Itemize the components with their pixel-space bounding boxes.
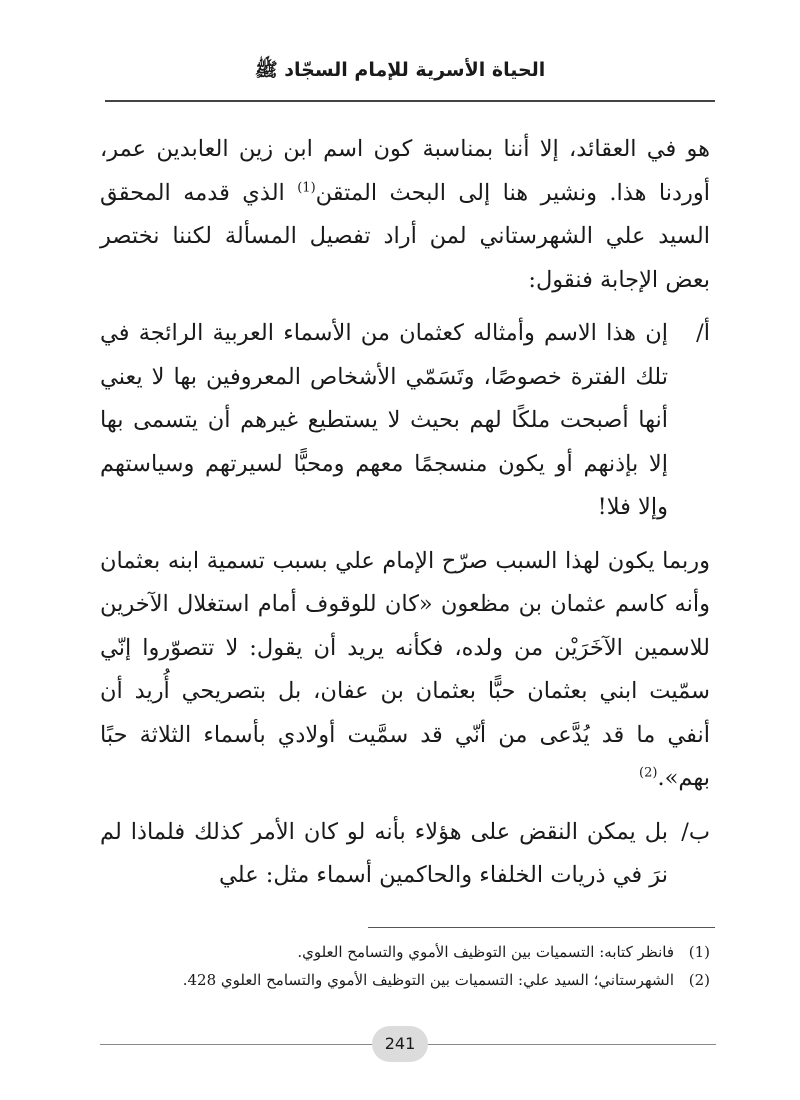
footnote-number: (1) xyxy=(688,943,710,961)
list-item-b xyxy=(100,811,710,898)
paragraph-2-text: وربما يكون لهذا السبب صرّح الإمام علي بسبب تسمية ابنه بعثمان وأنه كاسم عثمان بن مظعون «كان للوقوف أمام استغلال الآخرين للاسمين الآخَرَيْن من ولده، فكأنه يريد أن يقول: لا تتصوّروا إنّي سمّيت ابني بعثمان حبًّا بعثمان بن عفان، بل بتصريحي أُريد أن أنفي ما قد يُدَّعى من أنّي قد سمَّيت أولادي بأسماء الثلاثة حبًا بهم». xyxy=(100,547,710,791)
header-rule xyxy=(105,100,715,102)
list-item-b-text: بل يمكن النقض على هؤلاء بأنه لو كان الأمر كذلك فلماذا لم نرَ في ذريات الخلفاء والحاكمين أسماء مثل: علي xyxy=(100,818,668,888)
page-rule-left xyxy=(100,1044,372,1045)
paragraph-1-text: هو في العقائد، إلا أننا بمناسبة كون اسم ابن زين العابدين عمر، أوردنا هذا. ونشير هنا إلى البحث المتقن xyxy=(100,136,710,206)
page-rule-right xyxy=(428,1044,716,1045)
paragraph-1-text-cont: الذي قدمه المحقق السيد علي الشهرستاني لمن أراد تفصيل المسألة لكننا نختصر بعض الإجابة فنقول: xyxy=(100,179,710,293)
footnote xyxy=(100,938,710,966)
list-item-a-text: إن هذا الاسم وأمثاله كعثمان من الأسماء العربية الرائجة في تلك الفترة خصوصًا، وتَسَمّي الأشخاص المعروفين بها لا يعني أنها أصبحت ملكًا لهم بحيث لا يستطيع غيرهم أن يتسمى بها إلا بإذنهم أو يكون منسجمًا معهم ومحبًّا لسيرتهم وسياستهم وإلا فلا! xyxy=(100,320,668,520)
list-marker-b: ب/ xyxy=(681,818,710,845)
paragraph-2 xyxy=(100,540,710,801)
running-header: الحياة الأسرية للإمام السجّاد ﷺ xyxy=(254,59,546,81)
list-marker-a: أ/ xyxy=(696,320,710,346)
footnotes xyxy=(100,938,710,994)
footnote-rule xyxy=(368,927,715,928)
page-number: 241 xyxy=(372,1026,428,1062)
footnote-number: (2) xyxy=(688,971,710,989)
list-item-a xyxy=(100,312,710,530)
footnote-ref-2[interactable]: (2) xyxy=(639,765,658,781)
main-text xyxy=(100,128,710,908)
footnote-text: فانظر كتابه: التسميات بين التوظيف الأموي والتسامح العلوي. xyxy=(297,943,674,961)
footnote-text: الشهرستاني؛ السيد علي: التسميات بين التوظيف الأموي والتسامح العلوي 428. xyxy=(182,971,674,989)
footnote-ref-1[interactable]: (1) xyxy=(297,180,316,195)
paragraph-1 xyxy=(100,128,710,302)
footnote xyxy=(100,966,710,994)
